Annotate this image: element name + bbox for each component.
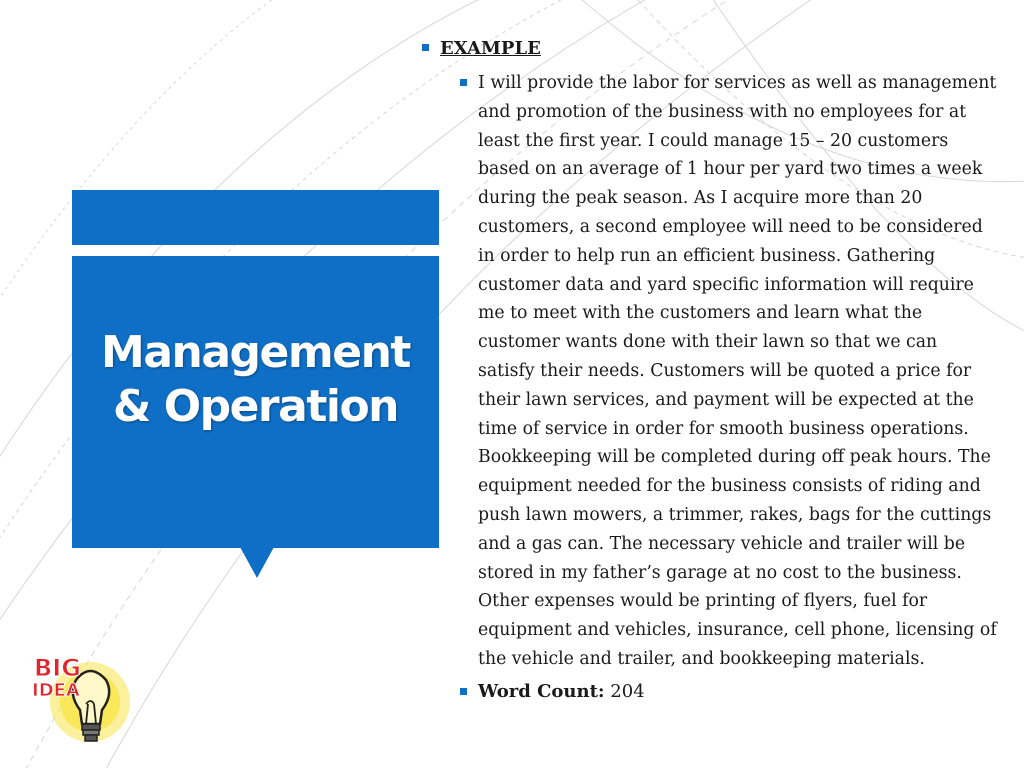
bullet-square-icon xyxy=(460,79,467,86)
logo-text-idea: IDEA xyxy=(32,680,80,701)
slide-title-line1: Management xyxy=(101,327,410,378)
title-pointer xyxy=(240,547,274,578)
slide-content xyxy=(420,34,1010,706)
slide-title-line2: & Operation xyxy=(113,381,398,432)
word-count-value: 204 xyxy=(610,680,645,702)
bullet-square-icon xyxy=(460,688,467,695)
word-count-bullet xyxy=(458,678,1010,706)
big-idea-lightbulb-logo xyxy=(28,650,138,760)
bullet-square-icon xyxy=(422,44,429,51)
slide-title xyxy=(72,326,439,434)
logo-text-big: BIG xyxy=(34,654,81,682)
body-paragraph: I will provide the labor for services as well as management and promotion of the business with no employees for at least the first year. I could manage 15 – 20 customers based on an average of 1 hour per yard two times a week during the peak season. As I acquire more than 20 customers, a second employee will need to be considered in order to help run an efficient business. Gathering customer data and yard specific information will require me to meet with the customers and learn what the customer wants done with their lawn so that we can satisfy their needs. Customers will be quoted a price for their lawn services, and payment will be expected at the time of service in order for smooth business operations. Bookkeeping will be completed during off peak hours. The equipment needed for the business consists of riding and push lawn mowers, a trimmer, rakes, bags for the cuttings and a gas can. The necessary vehicle and trailer will be stored in my father’s garage at no cost to the business. Other expenses would be printing of flyers, fuel for equipment and vehicles, insurance, cell phone, licensing of the vehicle and trailer, and bookkeeping materials. xyxy=(478,73,997,669)
paragraph-bullet xyxy=(458,69,998,674)
title-accent-bar xyxy=(72,190,439,245)
example-heading: EXAMPLE xyxy=(440,38,541,59)
heading-bullet xyxy=(420,34,1010,63)
word-count-label: Word Count: xyxy=(478,680,605,702)
